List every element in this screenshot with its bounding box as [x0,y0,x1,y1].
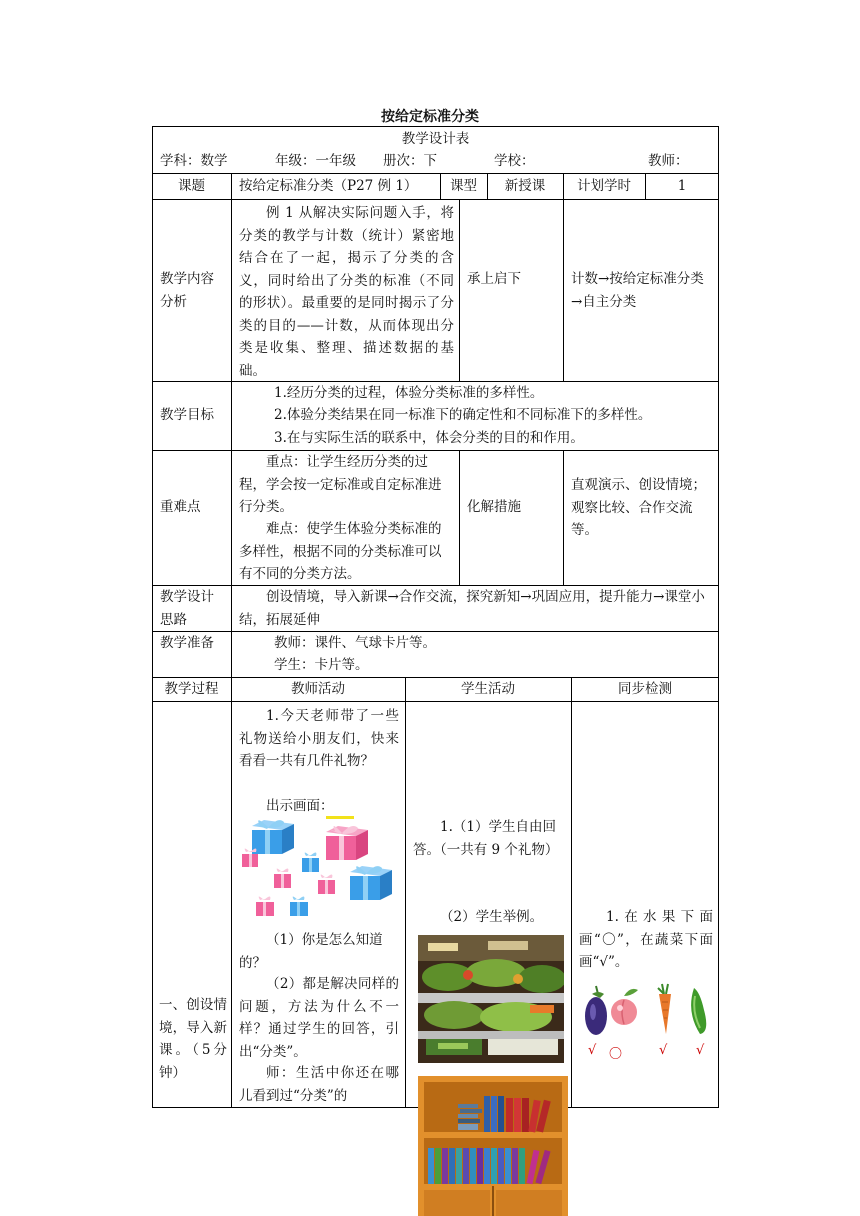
document-title: 按给定标准分类 [381,109,479,125]
school-field: 学校： [494,153,535,169]
teacher-paragraph-1: 1.今天老师带了一些礼物送给小朋友们，快来看看一共有几件礼物？ [239,708,399,769]
topic-label: 课题 [178,178,205,194]
lesson-type-label: 课型 [450,178,477,194]
goal-item-1: 1.经历分类的过程，体验分类标准的多样性。 [274,385,544,401]
design-idea-text: 创设情境，导入新课→合作交流，探究新知→巩固应用，提升能力→课堂小结，拓展延伸 [239,589,705,628]
bookshelf-picture [418,1076,568,1216]
check-paragraph-1: 1.在水果下面画“〇”，在蔬菜下面画“√”。 [579,909,713,970]
mark-4: √ [696,1043,705,1058]
teacher-paragraph-3: （1）你是怎么知道的？ [239,932,383,971]
student-paragraph-2: （2）学生举例。 [440,909,544,925]
vegetable-market-photo [418,935,564,1063]
topic-value: 按给定标准分类（P27 例 1） [239,178,418,194]
gift-box-small-blue-1 [302,853,319,873]
lesson-type-value: 新授课 [504,178,546,194]
teacher-paragraph-2: 出示画面： [266,798,334,814]
gift-box-large-blue-1 [252,820,294,854]
grade-field: 年级：一年级 [275,153,356,169]
gift-box-small-pink-3 [318,875,335,895]
analysis-label: 教学内容分析 [160,271,214,310]
gift-boxes-picture [238,814,398,922]
gift-box-small-pink-1 [242,849,258,868]
cucumber-icon [691,988,706,1034]
preparation-teacher: 教师：课件、气球卡片等。 [274,635,436,651]
gift-box-large-blue-2 [350,866,392,900]
analysis-flow: 计数→按给定标准分类→自主分类 [571,271,704,310]
stage-label: 一、创设情境，导入新课。（5分钟） [159,997,227,1081]
volume-field: 册次：下 [383,153,437,169]
planned-hours-value: 1 [677,178,687,194]
gift-box-small-pink-4 [256,897,274,917]
analysis-text: 例 1 从解决实际问题入手，将分类的教学与计数（统计）紧密地结合在了一起，揭示了分类的含义，同时给出了分类的标准（不同的形状）。最重要的是同时揭示了分类的目的——计数，从而体现出分类是收集、整理、描述数据的基础。 [239,205,454,379]
preparation-student: 学生：卡片等。 [274,657,369,673]
teacher-activity-header: 教师活动 [291,681,345,697]
teacher-field: 教师： [648,153,689,169]
table-title: 教学设计表 [401,131,470,147]
eggplant-icon [585,986,607,1035]
key-points-label: 重难点 [160,499,201,515]
difficulty-text: 难点：使学生体验分类标准的多样性，根据不同的分类标准可以有不同的分类方法。 [239,521,442,582]
goal-item-2: 2.体验分类结果在同一标准下的确定性和不同标准下的多样性。 [274,407,652,423]
teacher-paragraph-5: 师：生活中你还在哪儿看到过“分类”的 [239,1065,399,1104]
preparation-label: 教学准备 [160,635,214,651]
mark-3: √ [659,1043,668,1058]
measures-text: 直观演示、创设情境；观察比较、合作交流等。 [571,477,706,538]
gift-box-small-pink-2 [274,869,291,889]
peach-icon [611,989,638,1025]
teacher-paragraph-4: （2）都是解决同样的问题，方法为什么不一样？通过学生的回答，引出“分类”。 [239,976,399,1060]
sync-check-header: 同步检测 [618,681,672,697]
goals-label: 教学目标 [160,407,214,423]
carrot-icon [658,984,671,1034]
mark-1: √ [588,1043,597,1058]
measures-label: 化解措施 [467,499,521,515]
key-point-text: 重点：让学生经历分类的过程，学会按一定标准或自定标准进行分类。 [239,454,442,515]
analysis-middle: 承上启下 [467,271,521,287]
student-paragraph-1: 1.（1）学生自由回答。（一共有 9 个礼物） [413,819,559,858]
gift-box-small-blue-2 [290,897,308,917]
gift-box-large-pink-1 [326,826,368,860]
subject-field: 学科：数学 [160,153,228,169]
process-label: 教学过程 [164,681,219,697]
planned-hours-label: 计划学时 [577,178,631,194]
design-idea-label: 教学设计思路 [160,589,214,628]
fruit-vegetable-pictures [578,982,716,1038]
mark-2: 〇 [609,1047,623,1062]
goal-item-3: 3.在与实际生活的联系中，体会分类的目的和作用。 [274,430,584,446]
student-activity-header: 学生活动 [461,681,515,697]
